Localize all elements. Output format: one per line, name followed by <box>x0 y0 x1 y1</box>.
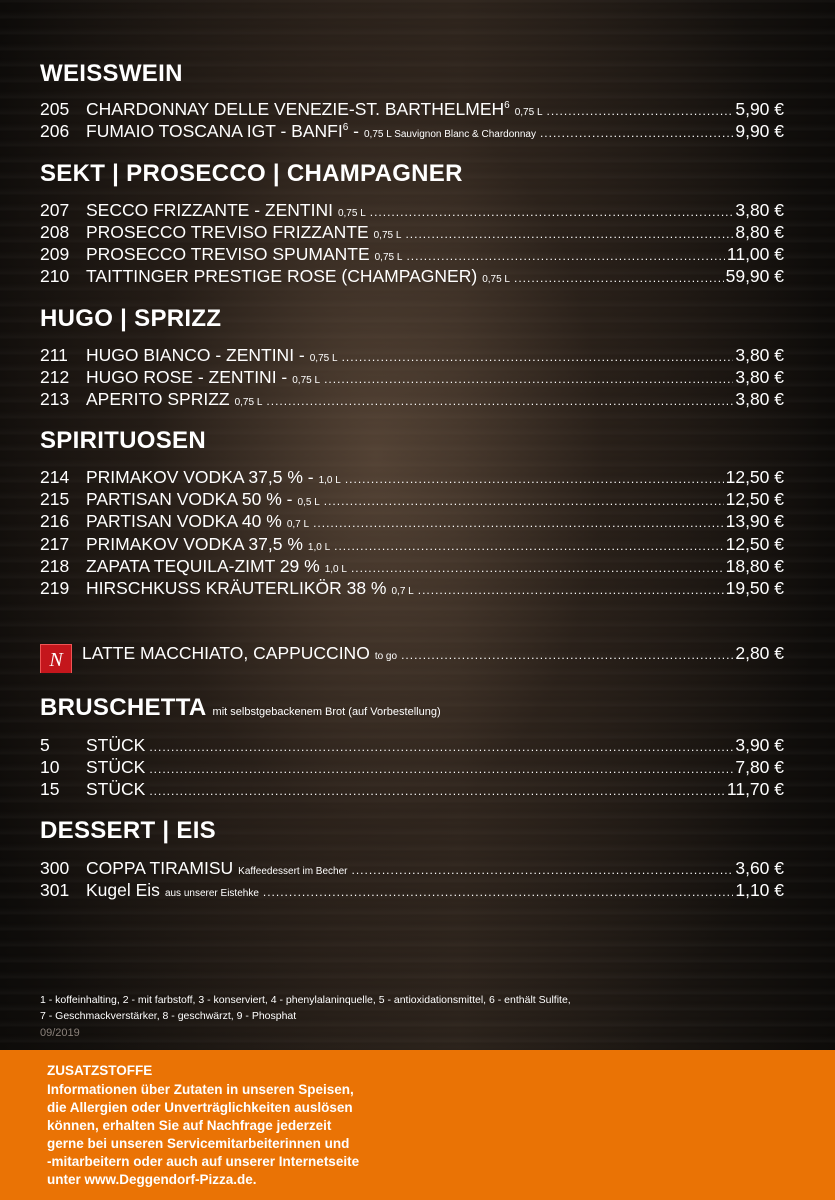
item-price: 3,80 € <box>735 345 784 365</box>
menu-item-205 <box>40 98 784 120</box>
item-name: PRIMAKOV VODKA 37,5 % - <box>86 467 314 487</box>
item-number: 206 <box>40 121 70 141</box>
dot-leader <box>514 267 724 287</box>
item-number: 208 <box>40 222 70 242</box>
dot-leader <box>352 859 734 879</box>
menu-item-217 <box>40 533 784 555</box>
item-name: PROSECCO TREVISO FRIZZANTE <box>86 222 369 242</box>
footnote-line-1: 1 - koffeinhalting, 2 - mit farbstoff, 3 - konserviert, 4 - phenylalaninquelle, 5 - antioxidationsmittel, 6 - enthält Sulfite, <box>40 994 571 1006</box>
menu-item-219 <box>40 577 784 599</box>
footnote-line-2: 7 - Geschmackverstärker, 8 - geschwärzt, 9 - Phosphat <box>40 1010 297 1022</box>
allergen-superscript: 6 <box>342 122 349 134</box>
zusatzstoffe-title: ZUSATZSTOFFE <box>47 1063 153 1078</box>
item-volume: 0,75 L <box>514 107 543 118</box>
dot-leader <box>313 512 724 532</box>
item-note: Kaffeedessert im Becher <box>238 866 348 877</box>
section-title-spirituosen: SPIRITUOSEN <box>40 427 206 454</box>
item-volume: 1,0 L <box>324 564 347 575</box>
item-note: to go <box>374 651 398 662</box>
section-title-weisswein: WEISSWEIN <box>40 60 183 87</box>
item-price: 3,80 € <box>735 389 784 409</box>
dot-leader <box>334 535 723 555</box>
dot-leader <box>401 644 733 666</box>
item-price: 19,50 € <box>725 578 784 598</box>
item-price: 11,70 € <box>726 779 784 799</box>
item-name: HUGO BIANCO - ZENTINI - <box>86 345 305 365</box>
item-number: 215 <box>40 489 70 509</box>
item-name: PRIMAKOV VODKA 37,5 % <box>86 534 303 554</box>
item-number: 212 <box>40 367 70 387</box>
dot-leader <box>351 557 724 577</box>
dot-leader <box>149 780 725 800</box>
dot-leader <box>342 346 734 366</box>
item-price: 7,80 € <box>735 757 784 777</box>
item-number: 214 <box>40 467 70 487</box>
item-price: 12,50 € <box>725 534 784 554</box>
date-stamp: 09/2019 <box>40 1027 80 1039</box>
info-line: gerne bei unseren Servicemitarbeiterinnen und <box>47 1136 350 1151</box>
item-volume: 0,75 L <box>374 252 403 263</box>
item-volume: 0,75 L <box>234 397 263 408</box>
dot-leader <box>324 490 724 510</box>
item-volume: 1,0 L <box>307 542 331 553</box>
item-price: 2,80 € <box>735 643 784 663</box>
item-number: 219 <box>40 578 70 598</box>
item-name: SECCO FRIZZANTE - ZENTINI <box>86 200 333 220</box>
dot-leader <box>149 758 733 778</box>
item-price: 59,90 € <box>725 266 784 286</box>
nespresso-icon: N <box>40 644 72 673</box>
section-title-sekt: SEKT | PROSECCO | CHAMPAGNER <box>40 160 463 187</box>
item-price: 5,90 € <box>735 99 784 119</box>
dot-leader <box>418 579 724 599</box>
dot-leader <box>345 468 724 488</box>
dot-leader <box>370 201 734 221</box>
item-price: 9,90 € <box>735 121 784 141</box>
dot-leader <box>405 223 733 243</box>
dot-leader <box>266 390 733 410</box>
dot-leader <box>149 736 733 756</box>
item-name: LATTE MACCHIATO, CAPPUCCINO <box>82 643 370 663</box>
item-volume: 1,0 L <box>318 475 341 486</box>
item-name: STÜCK <box>86 757 146 777</box>
menu-item-206 <box>40 120 784 142</box>
item-number: 213 <box>40 389 70 409</box>
menu-item-bruschetta-5 <box>40 734 784 756</box>
menu-item-bruschetta-10 <box>40 756 784 778</box>
info-line: können, erhalten Sie auf Nachfrage jederzeit <box>47 1118 332 1133</box>
item-name: TAITTINGER PRESTIGE ROSE (CHAMPAGNER) <box>86 266 478 286</box>
item-number: 301 <box>40 880 70 900</box>
item-number: 207 <box>40 200 70 220</box>
item-name: APERITO SPRIZZ <box>86 389 230 409</box>
item-number: 10 <box>40 757 60 777</box>
item-name: STÜCK <box>86 735 146 755</box>
dot-leader <box>263 881 733 901</box>
menu-item-211 <box>40 344 784 366</box>
item-name: FUMAIO TOSCANA IGT - BANFI$^6$ - <box>86 121 359 141</box>
item-volume: 0,75 L <box>373 230 402 241</box>
item-number: 216 <box>40 511 70 531</box>
item-price: 12,50 € <box>725 489 784 509</box>
dot-leader <box>406 245 724 265</box>
menu-item-214 <box>40 466 784 488</box>
section-title-dessert: DESSERT | EIS <box>40 817 216 844</box>
item-name: HIRSCHKUSS KRÄUTERLIKÖR 38 % <box>86 578 387 598</box>
item-name: ZAPATA TEQUILA-ZIMT 29 % <box>86 556 320 576</box>
item-name: CHARDONNAY DELLE VENEZIE-ST. BARTHELMEH$^6$ <box>86 99 510 119</box>
section-title-bruschetta: BRUSCHETTA mit selbstgebackenem Brot (auf Vorbestellung) <box>40 694 441 721</box>
item-name: Kugel Eis <box>86 880 160 900</box>
menu-item-301 <box>40 879 784 901</box>
menu-item-300 <box>40 857 784 879</box>
menu-item-209 <box>40 243 784 265</box>
item-price: 3,60 € <box>735 858 784 878</box>
item-number: 205 <box>40 99 70 119</box>
menu-item-212 <box>40 366 784 388</box>
item-number: 5 <box>40 735 50 755</box>
menu-item-210 <box>40 265 784 287</box>
menu-item-coffee <box>40 637 784 673</box>
item-volume: 0,75 L <box>309 353 338 364</box>
info-line: -mitarbeitern oder auch auf unserer Internetseite <box>47 1154 360 1169</box>
menu-item-208 <box>40 221 784 243</box>
item-volume: 0,7 L <box>286 519 310 530</box>
item-price: 8,80 € <box>735 222 784 242</box>
item-name: PARTISAN VODKA 40 % <box>86 511 282 531</box>
item-price: 1,10 € <box>735 880 784 900</box>
item-volume: 0,7 L <box>391 586 414 597</box>
zusatzstoffe-info <box>47 1081 447 1189</box>
info-line: Informationen über Zutaten in unseren Speisen, <box>47 1082 354 1097</box>
info-line[interactable]: unter www.Deggendorf-Pizza.de. <box>47 1172 257 1187</box>
item-price: 3,80 € <box>735 367 784 387</box>
item-volume: 0,5 L <box>297 497 320 508</box>
item-name: HUGO ROSE - ZENTINI - <box>86 367 288 387</box>
item-price: 11,00 € <box>726 244 784 264</box>
item-number: 15 <box>40 779 60 799</box>
menu-item-213 <box>40 388 784 410</box>
menu-item-207 <box>40 199 784 221</box>
zusatzstoffe-panel <box>0 1050 835 1200</box>
item-price: 3,90 € <box>735 735 784 755</box>
menu-item-216 <box>40 510 784 532</box>
item-number: 211 <box>40 345 68 365</box>
allergen-superscript: 6 <box>504 100 510 112</box>
item-price: 18,80 € <box>725 556 784 576</box>
menu-item-bruschetta-15 <box>40 778 784 800</box>
item-price: 13,90 € <box>725 511 784 531</box>
item-number: 217 <box>40 534 70 554</box>
item-price: 12,50 € <box>725 467 784 487</box>
item-name: PARTISAN VODKA 50 % - <box>86 489 293 509</box>
menu-item-218 <box>40 555 784 577</box>
dot-leader <box>547 100 734 120</box>
item-number: 300 <box>40 858 70 878</box>
item-name: PROSECCO TREVISO SPUMANTE <box>86 244 370 264</box>
dot-leader <box>324 368 733 388</box>
item-volume: 0,75 L <box>482 274 510 285</box>
item-note: aus unserer Eistehke <box>164 888 259 899</box>
info-line: die Allergien oder Unverträglichkeiten auslösen <box>47 1100 353 1115</box>
item-price: 3,80 € <box>735 200 784 220</box>
item-name: COPPA TIRAMISU <box>86 858 234 878</box>
section-title-hugo: HUGO | SPRIZZ <box>40 305 222 332</box>
item-volume: 0,75 L Sauvignon Blanc & Chardonnay <box>363 129 536 140</box>
dot-leader <box>540 122 733 142</box>
section-subtitle: mit selbstgebackenem Brot (auf Vorbestellung) <box>212 706 441 718</box>
item-name: STÜCK <box>86 779 146 799</box>
item-volume: 0,75 L <box>292 375 321 386</box>
item-volume: 0,75 L <box>337 208 366 219</box>
menu-item-215 <box>40 488 784 510</box>
item-number: 210 <box>40 266 70 286</box>
item-number: 218 <box>40 556 70 576</box>
item-number: 209 <box>40 244 70 264</box>
